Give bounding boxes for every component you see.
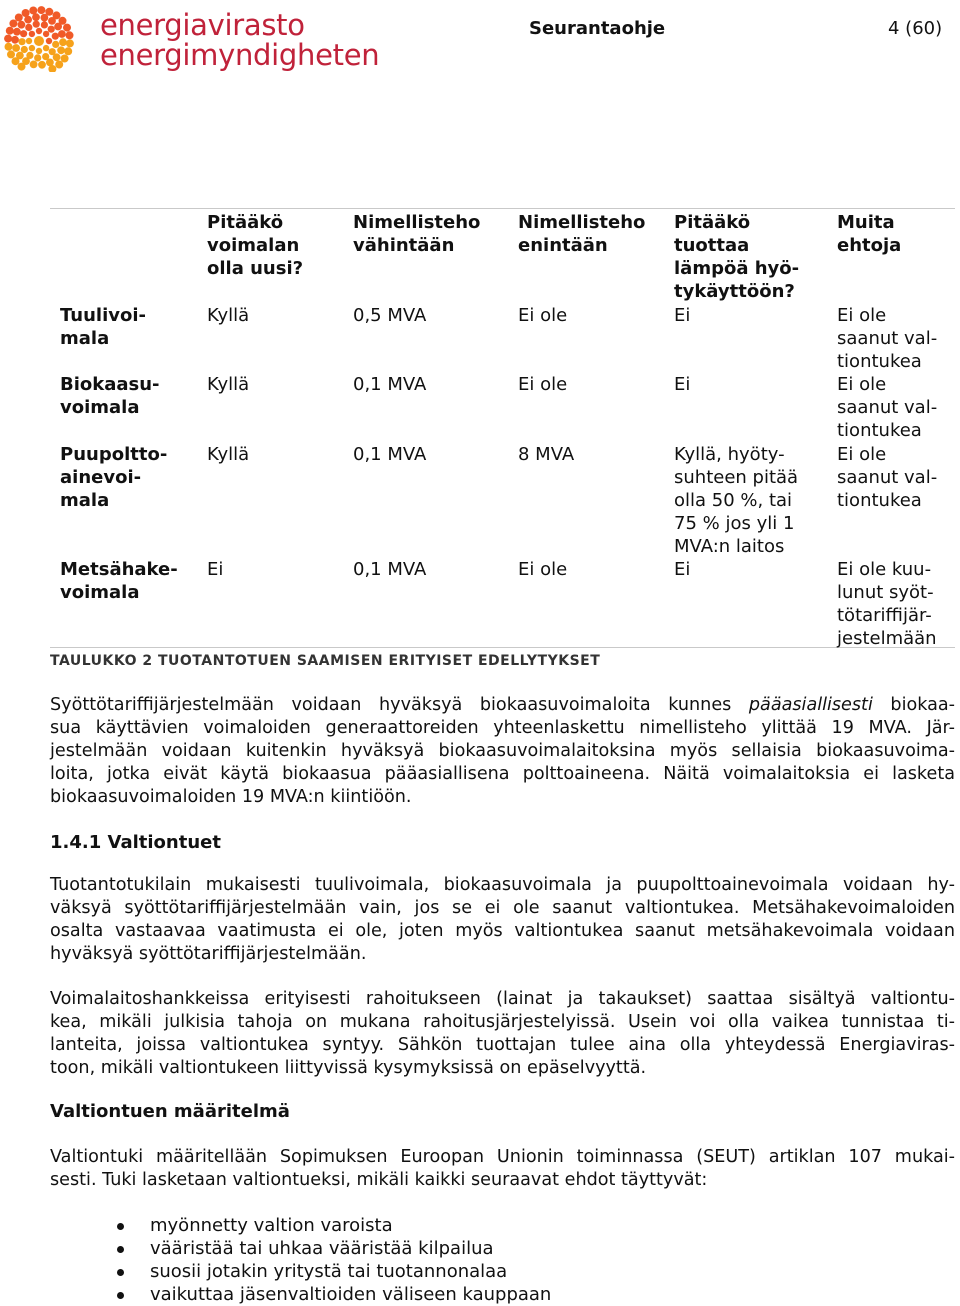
- table-cell: 0,1 MVA: [353, 444, 427, 465]
- logo-dot: [52, 33, 59, 40]
- text-span: biokaa-: [872, 695, 956, 715]
- table-cell: Ei ole saanut val- tiontukea: [837, 305, 938, 372]
- logo-dot: [20, 30, 27, 37]
- paragraph-state-aid: [50, 874, 955, 966]
- logo-dot: [29, 31, 35, 37]
- production-support-table: [50, 208, 955, 648]
- text-line: Tuotantotukilain mukaisesti tuulivoimala, biokaasuvoimala ja puupolttoainevoimala voidaan hy-: [50, 875, 955, 895]
- bullet-icon: [117, 1292, 124, 1299]
- row-header: Metsähake- voimala: [60, 559, 178, 603]
- logo-dot: [15, 14, 23, 22]
- logo-dot: [18, 21, 26, 29]
- text-line: toon, mikäli valtiontukeen liittyvissä kysymyksissä on epäselvyyttä.: [50, 1058, 647, 1078]
- logo-dot: [55, 61, 63, 69]
- logo-dot: [12, 44, 20, 52]
- section-heading: 1.4.1 Valtiontuet: [50, 832, 221, 853]
- logo-dot: [53, 11, 61, 19]
- list-item-text: suosii jotakin yritystä tai tuotannonalaa: [150, 1261, 508, 1282]
- logo-dot: [22, 9, 30, 17]
- logo-dot: [59, 17, 67, 25]
- text-line: sesti. Tuki lasketaan valtiontueksi, mikäli kaikki seuraavat ehdot täyttyvät:: [50, 1170, 708, 1190]
- row-header: Tuulivoi- mala: [60, 305, 147, 349]
- logo-dot: [48, 26, 55, 33]
- text-line: Valtiontuki määritellään Sopimuksen Euroopan Unionin toiminnassa (SEUT) artiklan 107 mukai-: [50, 1147, 955, 1167]
- table-cell: 0,5 MVA: [353, 305, 427, 326]
- table-cell: Kyllä: [207, 374, 250, 395]
- logo-dot: [45, 8, 53, 16]
- table-cell: Ei ole saanut val- tiontukea: [837, 444, 938, 511]
- bullet-icon: [117, 1246, 124, 1253]
- logo-dot: [13, 28, 21, 36]
- text-line: kea, mikäli julkisia tahoja on mukana rahoitusjärjestelyissä. Usein voi olla vaikea tunnistaa ti-: [50, 1012, 955, 1032]
- table-cell: 0,1 MVA: [353, 559, 427, 580]
- criteria-list: [50, 1214, 551, 1306]
- logo-wordmark-sv: energimyndigheten: [100, 38, 380, 72]
- column-header: Nimellisteho vähintään: [353, 212, 481, 256]
- logo-dot: [66, 31, 74, 39]
- logo-dot: [38, 61, 46, 69]
- list-item: [50, 1260, 551, 1283]
- logo-wordmark-fi: energiavirasto: [100, 8, 305, 42]
- table-rule: [50, 208, 955, 209]
- logo-dot: [66, 39, 74, 47]
- table-cell: Ei: [207, 559, 224, 580]
- table-cell: 8 MVA: [518, 444, 575, 465]
- bullet-icon: [117, 1269, 124, 1276]
- table-cell: 0,1 MVA: [353, 374, 427, 395]
- emphasis: pääasiallisesti: [748, 695, 873, 715]
- list-item: [50, 1214, 551, 1237]
- logo-dot: [12, 57, 20, 65]
- logo-dot: [36, 28, 42, 34]
- table-cell: Ei: [674, 559, 691, 580]
- text-line: jestelmään voidaan kuitenkin hyväksyä biokaasuvoimalaitoksina myös sellaisia biokaasuvoima-: [50, 741, 955, 761]
- paragraph-biogas: [50, 694, 955, 809]
- logo-dot: [18, 63, 26, 71]
- logo-dot: [61, 55, 69, 63]
- text-line: sua käyttävien voimaloiden generaattoreiden yhteenlaskettu nimellisteho ylittää 19 MVA. Jär-: [50, 718, 955, 738]
- column-header: Pitääkö tuottaa lämpöä hyö- tykäyttöön?: [674, 212, 800, 302]
- table-cell: Ei ole: [518, 374, 568, 395]
- column-header: Muita ehtoja: [837, 212, 902, 256]
- logo-dot: [52, 41, 59, 48]
- paragraph-definition: [50, 1146, 955, 1192]
- logo-dot: [9, 20, 17, 28]
- table-rule: [50, 647, 955, 648]
- logo-dot: [29, 45, 35, 51]
- text-line: [50, 694, 955, 717]
- logo-dot: [29, 7, 37, 15]
- logo-dot: [34, 36, 44, 46]
- text-line: Voimalaitoshankkeissa erityisesti rahoitukseen (lainat ja takaukset) saattaa sisältyä valtiontu-: [50, 989, 955, 1009]
- logo-dot: [57, 46, 65, 54]
- logo-dot: [59, 38, 67, 46]
- logo-dot: [43, 45, 49, 51]
- logo-dot: [46, 38, 52, 44]
- logo-dot: [21, 46, 28, 53]
- list-item-text: myönnetty valtion varoista: [150, 1215, 393, 1236]
- text-line: hyväksyä syöttötariffijärjestelmään.: [50, 944, 367, 964]
- table-caption: TAULUKKO 2 TUOTANTOTUEN SAAMISEN ERITYISET EDELLYTYKSET: [50, 653, 601, 669]
- logo-dot: [5, 43, 13, 51]
- text-span: Syöttötariffijärjestelmään voidaan hyväksyä biokaasuvoimaloita kunnes: [50, 695, 749, 715]
- table-cell: Ei ole kuu- lunut syöt- tötariffijär- jestelmään: [837, 559, 937, 649]
- logo-dot: [53, 53, 61, 61]
- row-header: Puupoltto- ainevoi- mala: [60, 444, 168, 511]
- bullet-icon: [117, 1223, 124, 1230]
- logo-dot: [26, 38, 32, 44]
- logo-dot: [36, 48, 42, 54]
- logo-dot: [25, 24, 32, 31]
- table-cell: Ei: [674, 305, 691, 326]
- text-line: osalta vastaavaa vaatimusta ei ole, joten myös valtiontukea saanut metsähakevoimala voidaan: [50, 921, 955, 941]
- text-line: loita, jotka eivät käytä biokaasua pääasiallisena polttoaineena. Näitä voimalaitoksia ei lasketa: [50, 764, 955, 784]
- text-line: väksyä syöttötariffijärjestelmään vain, jos se ei ole saanut valtiontukea. Metsähakevoimaloiden: [50, 898, 955, 918]
- text-line: biokaasuvoimaloiden 19 MVA:n kiintiöön.: [50, 787, 412, 807]
- table-cell: Ei ole saanut val- tiontukea: [837, 374, 938, 441]
- list-item: [50, 1237, 551, 1260]
- logo-dot: [18, 38, 25, 45]
- table-cell: Kyllä: [207, 305, 250, 326]
- logo-dot: [7, 50, 15, 58]
- column-header: Nimellisteho enintään: [518, 212, 646, 256]
- list-item: [50, 1283, 551, 1306]
- list-item-text: vääristää tai uhkaa vääristää kilpailua: [150, 1238, 494, 1259]
- logo-dot: [63, 24, 71, 32]
- logo-dot: [33, 21, 40, 28]
- sun-rays-logo-icon: [4, 6, 74, 72]
- logo-dot: [37, 6, 45, 14]
- text-line: lanteita, joissa valtiontukea syntyy. Sähkön tuottajan tulee aina olla yhteydessä Energiaviras-: [50, 1035, 955, 1055]
- table-cell: Kyllä, hyöty- suhteen pitää olla 50 %, tai 75 % jos yli 1 MVA:n laitos: [674, 444, 799, 557]
- row-header: Biokaasu- voimala: [60, 374, 160, 418]
- logo-dot: [58, 30, 66, 38]
- page-number: 4 (60): [888, 18, 943, 39]
- logo-dot: [4, 35, 12, 43]
- logo-dot: [11, 36, 19, 44]
- logo-dot: [34, 54, 41, 61]
- table-cell: Kyllä: [207, 444, 250, 465]
- logo-dot: [41, 21, 48, 28]
- table-cell: Ei ole: [518, 559, 568, 580]
- logo-dot: [30, 61, 38, 69]
- subsection-heading: Valtiontuen määritelmä: [50, 1101, 290, 1122]
- logo-dot: [43, 31, 49, 37]
- logo-dot: [64, 47, 72, 55]
- table-cell: Ei: [674, 374, 691, 395]
- column-header: Pitääkö voimalan olla uusi?: [207, 212, 304, 279]
- list-item-text: vaikuttaa jäsenvaltioiden väliseen kauppaan: [150, 1284, 552, 1305]
- logo-dot: [6, 27, 14, 35]
- paragraph-financing: [50, 988, 955, 1080]
- document-title: Seurantaohje: [529, 18, 666, 39]
- table-cell: Ei ole: [518, 305, 568, 326]
